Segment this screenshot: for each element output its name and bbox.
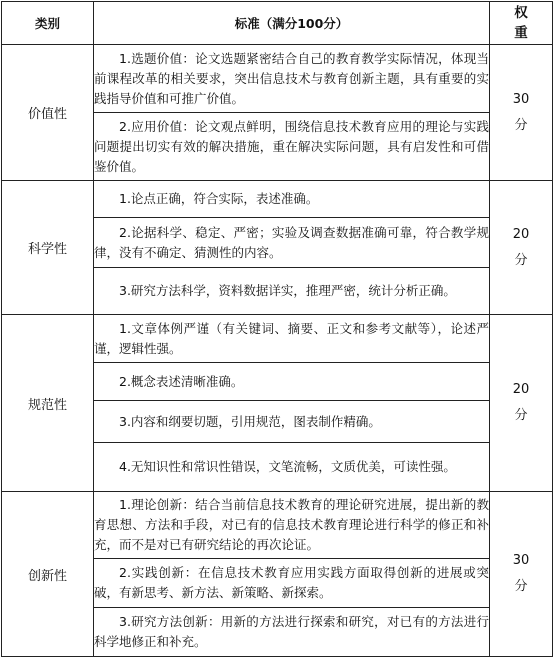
criterion-text: 4.无知识性和常识性错误，文笔流畅，文质优美，可读性强。 <box>94 443 490 492</box>
category-cell-value: 价值性 <box>2 45 94 181</box>
header-category: 类别 <box>2 2 94 45</box>
criterion-text: 2.实践创新：在信息技术教育应用实践方面取得创新的进展或突破，有新思考、新方法、新策略、新探索。 <box>94 559 490 608</box>
criterion-text: 1.文章体例严谨（有关键词、摘要、正文和参考文献等），论述严谨，逻辑性强。 <box>94 315 490 363</box>
weight-unit: 分 <box>514 117 528 133</box>
weight-value: 30 <box>512 553 530 568</box>
criterion-text: 3.内容和纲要切题，引用规范，图表制作精确。 <box>94 401 490 443</box>
criterion-text: 1.论点正确，符合实际，表述准确。 <box>94 181 490 218</box>
weight-value: 20 <box>512 226 530 242</box>
criterion-text: 2.应用价值：论文观点鲜明，围绕信息技术教育应用的理论与实践问题提出切实有效的解决措施，重在解决实际问题，具有启发性和可借鉴价值。 <box>94 113 490 181</box>
category-cell-standard: 规范性 <box>2 315 94 492</box>
header-row <box>2 2 553 45</box>
weight-unit: 分 <box>514 408 528 423</box>
weight-unit: 分 <box>514 252 528 268</box>
category-cell-science: 科学性 <box>2 181 94 315</box>
header-weight <box>490 2 553 45</box>
header-weight-line1: 权 <box>514 5 528 21</box>
table-row <box>2 181 553 218</box>
weight-value: 20 <box>512 382 530 397</box>
criterion-text: 1.理论创新：结合当前信息技术教育的理论研究进展，提出新的教育思想、方法和手段，对已有的信息技术教育理论进行科学的修正和补充，而不是对已有研究结论的再次论证。 <box>94 492 490 559</box>
criterion-text: 2.概念表述清晰准确。 <box>94 363 490 401</box>
criterion-text: 1.选题价值：论文选题紧密结合自己的教育教学实际情况，体现当前课程改革的相关要求，突出信息技术与教育创新主题，具有重要的实践指导价值和可推广价值。 <box>94 45 490 113</box>
header-weight-line2: 重 <box>514 25 528 41</box>
weight-cell-standard <box>490 315 553 492</box>
table-row <box>2 315 553 363</box>
category-cell-innovation: 创新性 <box>2 492 94 657</box>
table-row <box>2 45 553 113</box>
evaluation-rubric-table <box>1 1 553 657</box>
weight-cell-innovation <box>490 492 553 657</box>
weight-cell-value <box>490 45 553 181</box>
criterion-text: 3.研究方法科学，资料数据详实，推理严密，统计分析正确。 <box>94 268 490 315</box>
criterion-text: 2.论据科学、稳定、严密；实验及调查数据准确可靠，符合教学规律，没有不确定、猜测性的内容。 <box>94 218 490 268</box>
header-standard: 标准（满分100分） <box>94 2 490 45</box>
weight-unit: 分 <box>514 579 528 594</box>
table-row <box>2 492 553 559</box>
weight-value: 30 <box>512 91 530 107</box>
criterion-text: 3.研究方法创新：用新的方法进行探索和研究，对已有的方法进行科学地修正和补充。 <box>94 608 490 657</box>
weight-cell-science <box>490 181 553 315</box>
